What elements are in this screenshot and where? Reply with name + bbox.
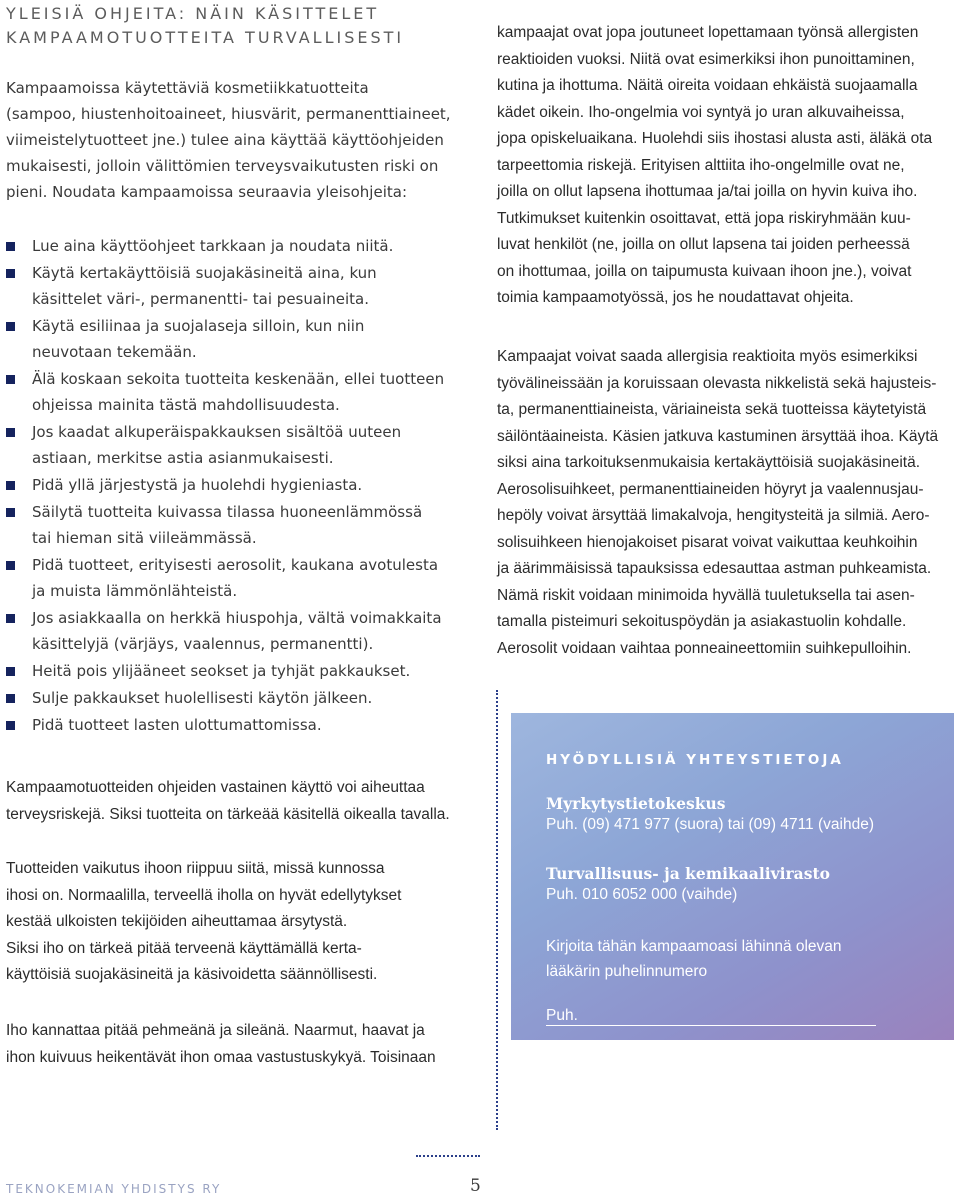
guideline-item: Jos kaadat alkuperäispakkauksen sisältöä uuteen astiaan, merkitse astia asianmukaisesti. xyxy=(6,419,468,471)
guideline-item: Jos asiakkaalla on herkkä hiuspohja, vältä voimakkaita käsittelyjä (värjäys, vaalennus, permanentti). xyxy=(6,605,468,657)
guideline-item: Älä koskaan sekoita tuotteita keskenään, ellei tuotteen ohjeissa mainita tästä mahdollisuudesta. xyxy=(6,366,468,418)
guideline-item: Sulje pakkaukset huolellisesti käytön jälkeen. xyxy=(6,685,468,711)
bullet-square-icon xyxy=(6,481,15,490)
bullet-square-icon xyxy=(6,322,15,331)
dotted-frame-line xyxy=(496,690,498,1130)
bullet-square-icon xyxy=(6,667,15,676)
contact-phone: Puh. 010 6052 000 (vaihde) xyxy=(546,886,738,903)
phone-field-label: Puh. xyxy=(546,1007,578,1024)
body-paragraph: Kampaamotuotteiden ohjeiden vastainen käyttö voi aiheuttaa terveysriskejä. Siksi tuotteita on tärkeää käsitellä oikealla tavalla. xyxy=(6,779,450,823)
footer-organization: TEKNOKEMIAN YHDISTYS RY xyxy=(6,1182,222,1196)
contact-box-heading: HYÖDYLLISIÄ YHTEYSTIETOJA xyxy=(546,752,844,768)
page-title-line-2: KAMPAAMOTUOTTEITA TURVALLISESTI xyxy=(6,28,405,47)
bullet-square-icon xyxy=(6,428,15,437)
guideline-item: Pidä yllä järjestystä ja huolehdi hygieniasta. xyxy=(6,472,468,498)
bullet-square-icon xyxy=(6,269,15,278)
guideline-item: Pidä tuotteet, erityisesti aerosolit, kaukana avotulesta ja muista lämmönlähteistä. xyxy=(6,552,468,604)
doctor-phone-field[interactable] xyxy=(546,1005,876,1026)
bullet-square-icon xyxy=(6,375,15,384)
guideline-item: Säilytä tuotteita kuivassa tilassa huoneenlämmössä tai hieman sitä viileämmässä. xyxy=(6,499,468,551)
doctor-phone-note: Kirjoita tähän kampaamoasi lähinnä olevan lääkärin puhelinnumero xyxy=(546,938,842,980)
intro-line: viimeistelytuotteet jne.) tulee aina käyttää käyttöohjeiden xyxy=(6,131,444,149)
contact-org-name: Turvallisuus- ja kemikaalivirasto xyxy=(546,864,830,883)
intro-line: mukaisesti, jolloin välittömien terveysvaikutusten riski on xyxy=(6,157,439,175)
guideline-item: Pidä tuotteet lasten ulottumattomissa. xyxy=(6,712,468,738)
guideline-item: Lue aina käyttöohjeet tarkkaan ja noudata niitä. xyxy=(6,233,468,259)
page-heading xyxy=(6,2,468,50)
contact-org-name: Myrkytystietokeskus xyxy=(546,794,726,813)
guideline-item: Heitä pois ylijääneet seokset ja tyhjät pakkaukset. xyxy=(6,658,468,684)
bullet-square-icon xyxy=(6,561,15,570)
body-paragraph: kampaajat ovat jopa joutuneet lopettamaan työnsä allergisten reaktioiden vuoksi. Niitä ovat esimerkiksi ihon punoittaminen, kutina ja ihottuma. Näitä oireita voidaan ehkäistä suojaamalla kädet oikein. Iho-ongelmia voi syntyä jo uran alkuvaiheissa, jopa opiskeluaikana. Huolehdi siis ihostasi alusta asti, äläkä ota tarpeettomia riskejä. Erityisen alttiita iho-ongelmille ovat ne, joilla on ollut lapsena ihottumaa ja/tai joilla on hyvin kuiva iho. Tutkimukset kuitenkin osoittavat, että jopa riskiryhmään kuu- luvat henkilöt (ne, joilla on ollut lapsena tai joiden perheessä on ihottumaa, joilla on taipumusta kuivaan ihoon jne.), voivat toimia kampaamotyössä, jos he noudattavat ohjeita. xyxy=(497,24,933,306)
guideline-item: Käytä kertakäyttöisiä suojakäsineitä aina, kun käsittelet väri-, permanentti- tai pesuaineita. xyxy=(6,260,468,312)
intro-line: pieni. Noudata kampaamoissa seuraavia yleisohjeita: xyxy=(6,183,408,201)
dotted-footer-line xyxy=(416,1155,480,1157)
body-paragraph: Kampaajat voivat saada allergisia reaktioita myös esimerkiksi työvälineissään ja koruissaan olevasta nikkelistä sekä hajusteis- ta, permanenttiaineista, väriaineista sekä tuotteissa käytetyistä säilöntäaineista. Käsien jatkuva kastuminen ärsyttää ihoa. Käytä siksi aina tarkoituksenmukaisia kertakäyttöisiä suojakäsineitä. Aerosolisuihkeet, permanenttiaineiden höyryt ja vaalennusjau- hepöly voivat ärsyttää limakalvoja, hengitysteitä ja silmiä. Aero- solisuihkeen hienojakoiset pisarat voivat vaikuttaa keuhkoihin ja äärimmäisissä tapauksissa edesauttaa astman puhkeamista. Nämä riskit voidaan minimoida hyvällä tuuletuksella tai asen- tamalla pisteimuri sekoituspöydän ja asiakastuolin kohdalle. Aerosolit voidaan vaihtaa ponneaineettomiin suihkepulloihin. xyxy=(497,348,939,657)
intro-line: Kampaamoissa käytettäviä kosmetiikkatuotteita xyxy=(6,79,369,97)
body-paragraph: Tuotteiden vaikutus ihoon riippuu siitä, missä kunnossa ihosi on. Normaalilla, terveellä iholla on hyvät edellytykset kestää ulkoisten tekijöiden aiheuttamaa ärsytystä. Siksi iho on tärkeä pitää terveenä käyttämällä kerta- käyttöisiä suojakäsineitä ja käsivoidetta säännöllisesti. xyxy=(6,860,402,983)
contact-entry-safety-agency xyxy=(546,864,946,904)
contact-entry-poison-center xyxy=(546,794,946,834)
guideline-list xyxy=(6,233,468,739)
guideline-item: Käytä esiliinaa ja suojalaseja silloin, kun niin neuvotaan tekemään. xyxy=(6,313,468,365)
body-paragraph: Iho kannattaa pitää pehmeänä ja sileänä. Naarmut, haavat ja ihon kuivuus heikentävät ihon omaa vastustuskykyä. Toisinaan xyxy=(6,1022,436,1066)
contact-phone: Puh. (09) 471 977 (suora) tai (09) 4711 (vaihde) xyxy=(546,816,874,833)
bullet-square-icon xyxy=(6,721,15,730)
bullet-square-icon xyxy=(6,694,15,703)
page-number: 5 xyxy=(470,1176,481,1196)
bullet-square-icon xyxy=(6,614,15,623)
intro-paragraph xyxy=(6,75,468,205)
intro-line: (sampoo, hiustenhoitoaineet, hiusvärit, permanenttiaineet, xyxy=(6,105,451,123)
page-title-line-1: YLEISIÄ OHJEITA: NÄIN KÄSITTELET xyxy=(6,4,380,23)
bullet-square-icon xyxy=(6,242,15,251)
bullet-square-icon xyxy=(6,508,15,517)
